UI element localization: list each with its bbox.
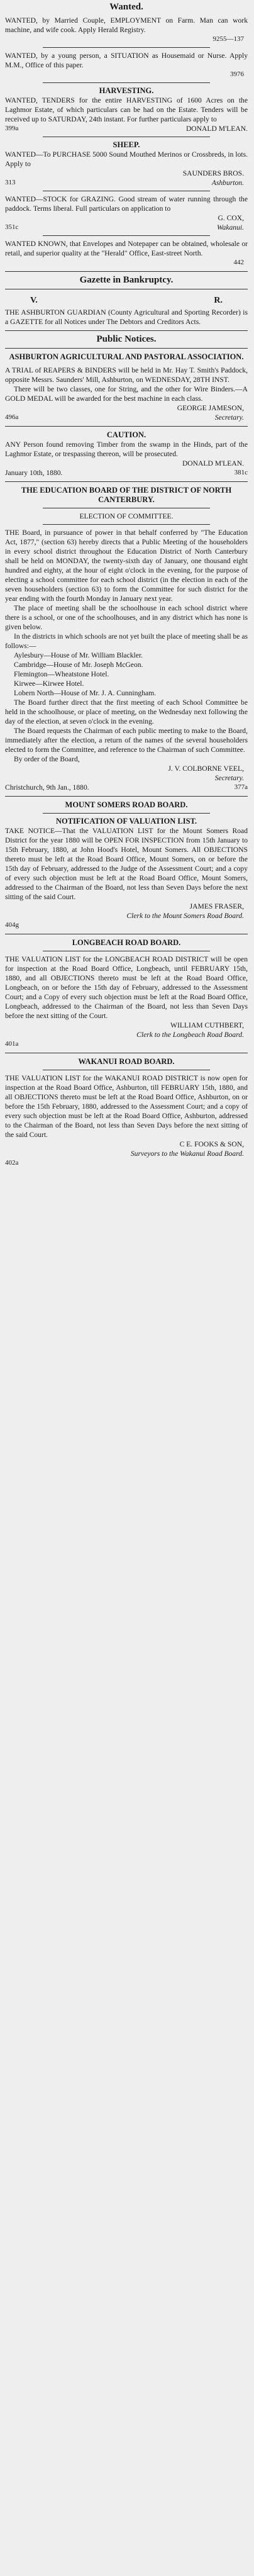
ad-ref: 442: [233, 259, 244, 266]
royal-cipher: [5, 293, 248, 308]
ad-text: ANY Person found removing Timber from the swamp in the Hinds, part of the Laghmor Estate, or trespassing thereon, will be prosecuted.: [5, 440, 248, 458]
ad-text: The Board requests the Chairman of each public meeting to make to the Board, immediately after the election, a return of the names of the several householders elected to form the Committee, and reference to the Chairman of such Committee.: [5, 727, 248, 754]
divider: [5, 348, 248, 349]
ad-title: THE EDUCATION BOARD OF THE DISTRICT OF NORTH CANTERBURY.: [21, 486, 232, 504]
cipher-right: R.: [214, 296, 223, 305]
ad-ref: 401a: [5, 1040, 19, 1048]
ad-text: The Board further direct that the first meeting of each School Committee be held in the schoolhouse, or place of meeting, on the Wednesday next following the day of the election, at seven o'clock in the evening.: [5, 698, 248, 725]
ad-date: Christchurch, 9th Jan., 1880.: [5, 783, 89, 792]
ad-date: January 10th, 1880.: [5, 469, 63, 477]
divider: [5, 426, 248, 427]
ad-education-board: [5, 486, 248, 792]
divider: [43, 235, 210, 236]
ad-heading-sheep: SHEEP.: [113, 140, 140, 149]
ads-column: [5, 0, 248, 1168]
ad-signature: GEORGE JAMESON,: [177, 404, 244, 412]
ad-ref: 9255—137: [213, 35, 244, 43]
meeting-place-item: Kirwee—Kirwee Hotel.: [14, 680, 84, 688]
ad-text: WANTED, TENDERS for the entire HARVESTING of 1600 Acres on the Laghmor Estate, of which particulars can be had on the Estate. Tenders will be received up to SATURDAY, 24th instant. For further particulars apply to: [5, 96, 248, 123]
ad-harvesting-tenders: [5, 96, 248, 133]
ad-signature: DONALD M'LEAN.: [185, 125, 248, 133]
cipher-left: V.: [30, 296, 38, 305]
ad-longbeach: [5, 938, 248, 1049]
ad-text: WANTED—STOCK for GRAZING. Good stream of water running through the paddock. Terms liberal. Full particulars on application to: [5, 195, 248, 213]
ad-signature: WILLIAM CUTHBERT,: [170, 1021, 244, 1029]
divider: [43, 47, 210, 48]
ad-text: THE ASHBURTON GUARDIAN (County Agricultural and Sporting Recorder) is a GAZETTE for all Notices under The Debtors and Creditors Acts.: [5, 308, 248, 326]
ad-text: By order of the Board,: [14, 755, 80, 763]
ad-text: In the districts in which schools are not yet built the place of meeting shall be as follows:—: [5, 632, 248, 650]
ad-ref: 3976: [230, 70, 244, 78]
ad-text: WANTED KNOWN, that Envelopes and Notepaper can be obtained, wholesale or retail, and superior quality at the "Herald" Office, East-street North.: [5, 240, 248, 257]
ad-subsignature: Clerk to the Longbeach Road Board.: [136, 1031, 244, 1039]
ad-ref: 496a: [5, 413, 19, 421]
meeting-place-item: Lobern North—House of Mr. J. A. Cunningham.: [14, 689, 157, 697]
ad-signature: J. V. COLBORNE VEEL,: [168, 764, 244, 773]
ad-title: CAUTION.: [106, 430, 146, 439]
section-heading-public-notices: Public Notices.: [96, 334, 157, 344]
section-heading-gazette: Gazette in Bankruptcy.: [79, 275, 174, 285]
ad-subtitle: ELECTION OF COMMITTEE.: [79, 512, 174, 520]
ad-text: THE VALUATION LIST for the WAKANUI ROAD DISTRICT is now open for inspection at the Road Board Office, Ashburton, till FEBRUARY 15th, 1880, and all OBJECTIONS thereto must be left at the Road Board Office, Ashburton, on or before the 15th February, 1880, addressed to the Assessment Court; and a copy of every such objection must be left at the Road Board Office, Ashburton, addressed to the Chairman of the Board, not less than Seven Days before the next sitting of the said Court.: [5, 1074, 248, 1139]
ad-text: WANTED, by Married Couple, EMPLOYMENT on Farm. Man can work machine, and wife cook. Apply Herald Registry.: [5, 16, 248, 34]
ad-signature: C E. FOOKS & SON,: [179, 1140, 244, 1148]
divider: [43, 82, 210, 83]
ad-text: THE Board, in pursuance of power in that behalf conferred by "The Education Act, 1877," (section 63) hereby directs that a Public Meeting of the householders in every school district throughout the Education District of North Canterbury shall be held on MONDAY, the twenty-sixth day of January, one thousand eight hundred and eighty, at the hour of eight o'clock in the evening, for the purpose of electing a school committee for each school district (in the election in each of the seven householders (section 63) to form the Committee for such district for the year ending with the fourth Monday in January next year.: [5, 529, 248, 603]
divider: [43, 524, 210, 525]
ad-subtitle: NOTIFICATION OF VALUATION LIST.: [55, 817, 197, 826]
ad-wakanui: [5, 1057, 248, 1168]
ad-mount-somers: [5, 800, 248, 930]
ad-ref: 381c: [234, 469, 248, 476]
divider: [5, 271, 248, 272]
ad-subsignature: Surveyors to the Wakanui Road Board.: [130, 1150, 244, 1158]
ad-place: Ashburton.: [211, 179, 244, 187]
ad-place: Wakanui.: [216, 223, 244, 232]
ad-title: ASHBURTON AGRICULTURAL AND PASTORAL ASSOCIATION.: [9, 352, 244, 361]
ad-text: A TRIAL of REAPERS & BINDERS will be held in Mr. Hay T. Smith's Paddock, opposite Messrs. Saunders' Mill, Ashburton, on WEDNESDAY, 28TH INST.: [5, 366, 248, 384]
ad-subsignature: Clerk to the Mount Somers Road Board.: [126, 912, 244, 920]
ad-signature: SAUNDERS BROS.: [182, 169, 244, 177]
ad-signature: JAMES FRASER,: [189, 902, 244, 910]
ad-housemaid: [5, 51, 248, 79]
ad-ref: 377a: [234, 783, 248, 791]
ad-ref: 399a: [5, 125, 19, 132]
ad-title: WAKANUI ROAD BOARD.: [78, 1057, 175, 1066]
ad-signature: DONALD M'LEAN.: [182, 459, 244, 468]
ad-married-couple: [5, 16, 248, 44]
ad-ref: 402a: [5, 1159, 19, 1167]
ad-stock-grazing: [5, 194, 248, 232]
divider: [43, 813, 210, 814]
ad-subsignature: Secretary.: [214, 413, 244, 422]
ad-caution: [5, 430, 248, 478]
ad-title: MOUNT SOMERS ROAD BOARD.: [65, 800, 188, 809]
meeting-place-item: Cambridge—House of Mr. Joseph McGeon.: [14, 661, 143, 669]
meeting-place-item: Flemington—Wheatstone Hotel.: [14, 670, 109, 678]
ad-heading-harvesting: HARVESTING.: [99, 86, 154, 95]
ad-text: THE VALUATION LIST for the LONGBEACH ROAD DISTRICT will be open for inspection at the Road Board Office, Longbeach, until FEBRUARY 15th, 1880, and all OBJECTIONS thereto must be left at the Road Board Office, Longbeach, on or before the 15th day of February, addressed to the Assessment Court; and a Copy of every such objection must be left at the Road Board Office, Longbeach, addressed to the Chairman of the Board, not less than Seven Days before the next sitting of the Court.: [5, 955, 248, 1020]
ad-text: WANTED—To PURCHASE 5000 Sound Mouthed Merinos or Crossbreds, in lots. Apply to: [5, 150, 248, 168]
ad-ref: 404g: [5, 921, 19, 929]
ad-text: There will be two classes, one for String, and the other for Wire Binders.—A GOLD MEDAL will be awarded for the best machine in each class.: [5, 385, 248, 403]
meeting-place-item: Aylesbury—House of Mr. William Blackler.: [14, 651, 143, 659]
ad-text: The place of meeting shall be the schoolhouse in each school district where there is a school, or one of the schoolhouses, and in any district which has none is given below.: [5, 604, 248, 631]
ad-envelopes: [5, 239, 248, 267]
ad-sheep-purchase: [5, 150, 248, 188]
ad-ref: 351c: [5, 223, 19, 231]
ad-guardian-gazette: [5, 308, 248, 327]
ad-title: LONGBEACH ROAD BOARD.: [72, 938, 181, 947]
ad-reapers-trial: [5, 352, 248, 422]
ad-subsignature: Secretary.: [214, 774, 244, 782]
ad-ref: 313: [5, 179, 16, 186]
section-heading-wanted: Wanted.: [109, 2, 143, 12]
ad-text: WANTED, by a young person, a SITUATION as Housemaid or Nurse. Apply M.M., Office of this paper.: [5, 52, 248, 69]
ad-signature: G. COX,: [218, 214, 244, 222]
divider: [5, 481, 248, 482]
ad-text: TAKE NOTICE—That the VALUATION LIST for the Mount Somers Road District for the year 1880 will be OPEN FOR INSPECTION from 15th January to 15th February, 1880, at John Hood's Hotel, Mount Somers. All OBJECTIONS thereto must be left at the Road Board Office, Mount Somers, on or before the 15th day of February, addressed to the Judge of the Assessment Court; and a copy of every such objection must be left at the Road Board Office, Mount Somers, addressed to the Chairman of the Board, not less than Seven Days before the next sitting of the said Court.: [5, 827, 248, 901]
divider: [5, 796, 248, 797]
divider: [5, 330, 248, 331]
